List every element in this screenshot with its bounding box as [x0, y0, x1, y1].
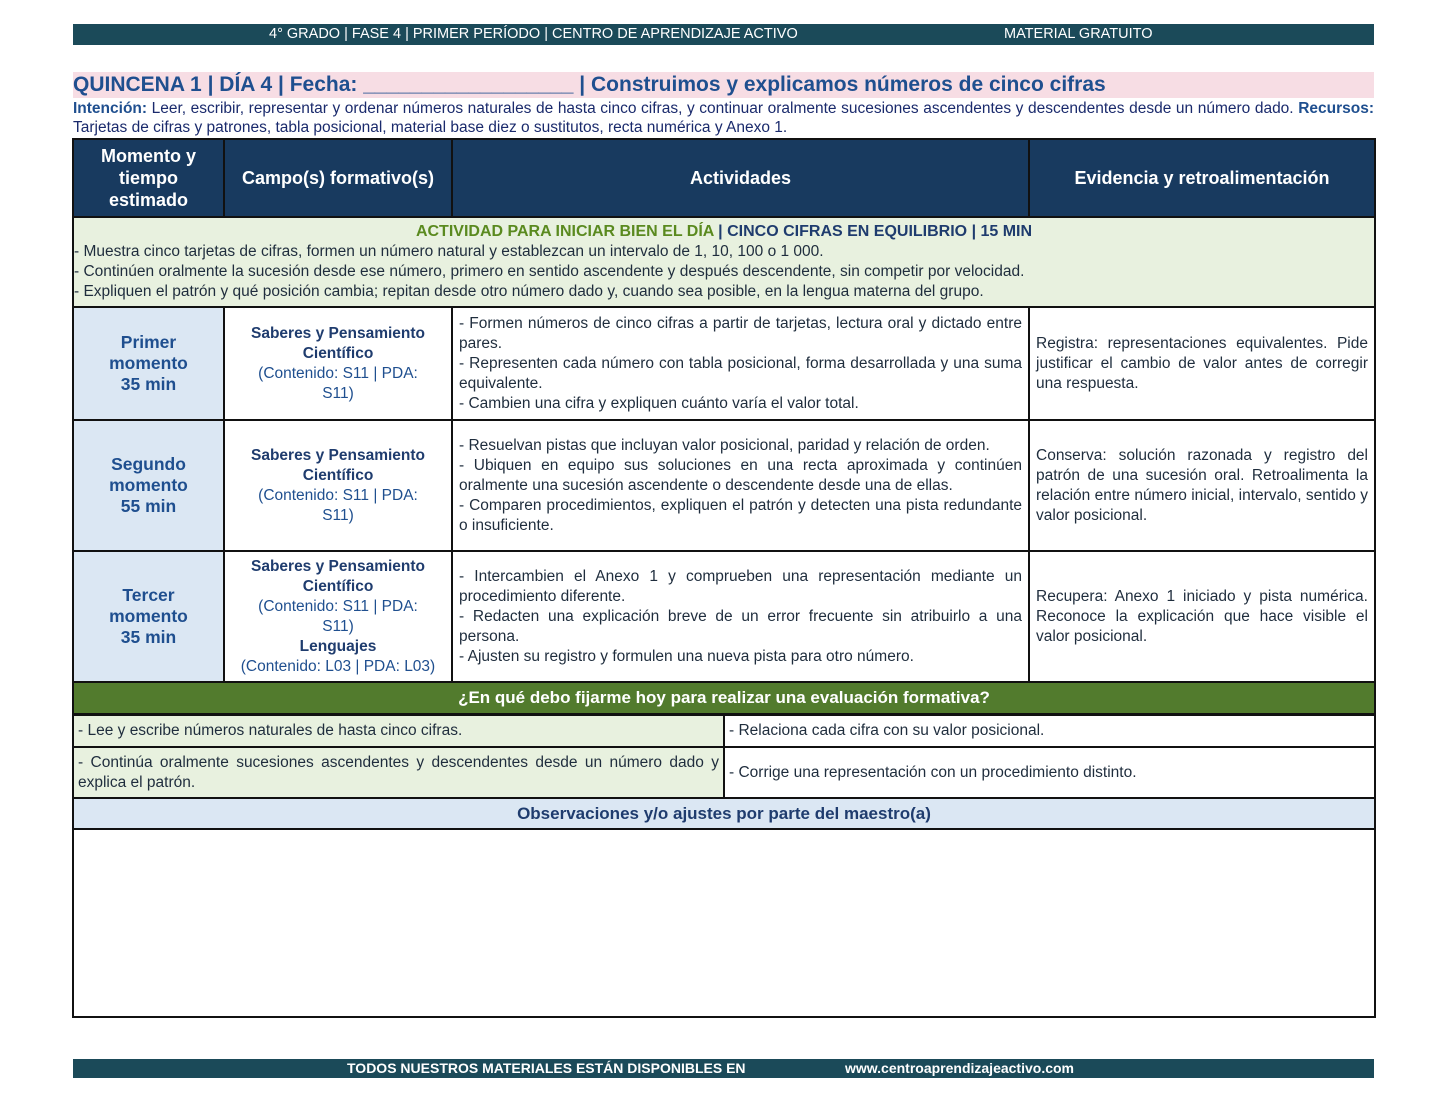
campo-title: Saberes y Pensamiento Científico	[250, 557, 426, 595]
evaluation-table	[72, 714, 1376, 1018]
header-campo: Campo(s) formativo(s)	[224, 139, 452, 217]
moment-cell	[73, 420, 224, 551]
activity-item: - Representen cada número con tabla posicional, forma desarrollada y una suma equivalente.	[459, 354, 1022, 392]
observations-title: Observaciones y/o ajustes por parte del maestro(a)	[73, 798, 1375, 829]
moment-duration: 55 min	[120, 496, 177, 516]
activity-item: - Resuelvan pistas que incluyan valor posicional, paridad y relación de orden.	[459, 436, 990, 454]
campo-cell	[224, 551, 452, 682]
intention-label: Intención:	[73, 100, 148, 117]
activities-cell	[452, 420, 1029, 551]
activity-item: - Intercambien el Anexo 1 y comprueben una representación mediante un procedimiento diferente.	[459, 567, 1022, 605]
evaluation-title: ¿En qué debo fijarme hoy para realizar una evaluación formativa?	[73, 682, 1375, 714]
campo-extra-title: Lenguajes	[299, 637, 377, 655]
moment-name: Tercer	[122, 585, 175, 605]
start-activity-title	[74, 222, 1374, 242]
campo-title: Saberes y Pensamiento Científico	[250, 446, 426, 484]
observations-header-row	[73, 798, 1375, 829]
start-activity-row	[73, 217, 1375, 307]
evaluation-header-row	[73, 682, 1375, 714]
campo-content: (Contenido: S11 | PDA: S11)	[258, 486, 418, 524]
campo-title: Saberes y Pensamiento Científico	[250, 324, 426, 362]
intention-text: Leer, escribir, representar y ordenar números naturales de hasta cinco cifras, y continuar oralmente sucesiones ascendentes y descendentes desde un número dado.	[151, 100, 1294, 117]
start-activity-line: - Muestra cinco tarjetas de cifras, formen un número natural y establezcan un intervalo de 1, 10, 100 o 1 000.	[74, 243, 824, 260]
footer-banner	[73, 1059, 1374, 1078]
moment-word: momento	[109, 606, 188, 626]
resources-text: Tarjetas de cifras y patrones, tabla posicional, material base diez o sustitutos, recta numérica y Anexo 1.	[73, 119, 788, 136]
resources-label: Recursos:	[1298, 100, 1375, 117]
activities-cell	[452, 551, 1029, 682]
campo-extra-content: (Contenido: L03 | PDA: L03)	[240, 657, 436, 675]
table-header-row	[73, 139, 1375, 217]
evidence-cell: Conserva: solución razonada y registro del patrón de una sucesión oral. Retroalimenta la relación entre número inicial, intervalo, sentido y valor posicional.	[1029, 420, 1375, 551]
evaluation-item-right: - Relaciona cada cifra con su valor posicional.	[724, 715, 1375, 747]
campo-cell	[224, 420, 452, 551]
evaluation-item-right: - Corrige una representación con un procedimiento distinto.	[724, 747, 1375, 798]
campo-content: (Contenido: S11 | PDA: S11)	[258, 364, 418, 402]
moment-word: momento	[109, 475, 188, 495]
start-activity-line: - Expliquen el patrón y qué posición cambia; repitan desde otro número dado y, cuando sea posible, en la lengua materna del grupo.	[74, 283, 984, 300]
moment-name: Primer	[120, 332, 177, 352]
intro-paragraph	[73, 99, 1374, 137]
evidence-cell: Recupera: Anexo 1 iniciado y pista numérica. Reconoce la explicación que hace visible el valor posicional.	[1029, 551, 1375, 682]
start-activity-cell	[73, 217, 1375, 307]
activities-cell	[452, 307, 1029, 420]
footer-text: TODOS NUESTROS MATERIALES ESTÁN DISPONIBLES EN	[347, 1060, 746, 1076]
start-activity-title-blue: CINCO CIFRAS EN EQUILIBRIO | 15 MIN	[727, 223, 1033, 240]
moment-row-1	[73, 307, 1375, 420]
evidence-cell: Registra: representaciones equivalentes. Pide justificar el cambio de valor antes de corregir una respuesta.	[1029, 307, 1375, 420]
moment-row-2	[73, 420, 1375, 551]
header-activities: Actividades	[452, 139, 1029, 217]
evaluation-row-1	[73, 715, 1375, 747]
header-evidence: Evidencia y retroalimentación	[1029, 139, 1375, 217]
observations-area-row	[73, 829, 1375, 1017]
moment-word: momento	[109, 353, 188, 373]
moment-duration: 35 min	[120, 627, 177, 647]
start-activity-title-separator: |	[713, 223, 728, 240]
moment-name: Segundo	[111, 454, 186, 474]
moment-cell	[73, 551, 224, 682]
top-banner	[73, 24, 1374, 45]
activity-item: - Redacten una explicación breve de un error frecuente sin atribuirlo a una persona.	[459, 607, 1022, 645]
start-activity-title-green: ACTIVIDAD PARA INICIAR BIEN EL DÍA	[415, 223, 714, 240]
activity-item: - Cambien una cifra y expliquen cuánto varía el valor total.	[459, 394, 859, 412]
evaluation-item-left: - Lee y escribe números naturales de hasta cinco cifras.	[73, 715, 724, 747]
evaluation-row-2	[73, 747, 1375, 798]
title-band	[73, 72, 1374, 98]
activity-item: - Comparen procedimientos, expliquen el patrón y detecten una pista redundante o insuficiente.	[459, 496, 1022, 534]
moment-row-3	[73, 551, 1375, 682]
activity-item: - Ajusten su registro y formulen una nueva pista para otro número.	[459, 647, 914, 665]
grade-phase-label: 4° GRADO | FASE 4 | PRIMER PERÍODO | CENTRO DE APRENDIZAJE ACTIVO	[269, 26, 798, 42]
lesson-plan-table	[72, 138, 1376, 715]
page-title: QUINCENA 1 | DÍA 4 | Fecha: __________________ | Construimos y explicamos números de cinco cifras	[73, 73, 1106, 96]
activity-item: - Ubiquen en equipo sus soluciones en una recta aproximada y continúen oralmente una sucesión ascendente o descendente desde una de ellas.	[459, 456, 1022, 494]
moment-duration: 35 min	[120, 374, 177, 394]
free-material-label: MATERIAL GRATUITO	[1004, 26, 1153, 42]
observations-area[interactable]	[73, 829, 1375, 1017]
campo-content: (Contenido: S11 | PDA: S11)	[258, 597, 418, 635]
campo-cell	[224, 307, 452, 420]
activity-item: - Formen números de cinco cifras a partir de tarjetas, lectura oral y dictado entre pares.	[459, 314, 1022, 352]
footer-website-link[interactable]: www.centroaprendizajeactivo.com	[845, 1060, 1074, 1076]
moment-cell	[73, 307, 224, 420]
evaluation-item-left: - Continúa oralmente sucesiones ascendentes y descendentes desde un número dado y explica el patrón.	[73, 747, 724, 798]
start-activity-line: - Continúen oralmente la sucesión desde ese número, primero en sentido ascendente y después descendente, sin competir por velocidad.	[74, 263, 1025, 280]
header-moment: Momento y tiempo estimado	[73, 139, 224, 217]
